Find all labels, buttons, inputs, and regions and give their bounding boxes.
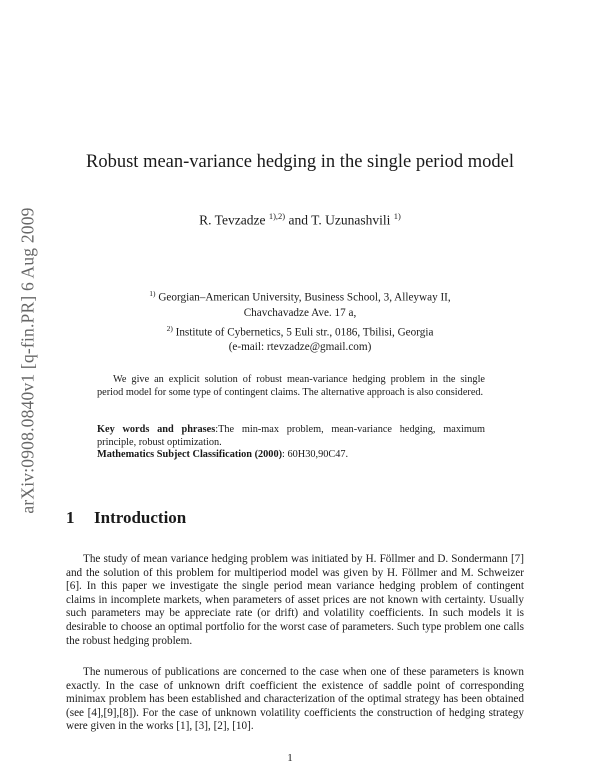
author-2-affiliation-mark: 1) — [393, 211, 401, 221]
affiliation-1-line-2: Chavchavadze Ave. 17 a, — [243, 306, 357, 319]
msc-text: : 60H30,90C47. — [282, 449, 349, 460]
section-title: Introduction — [94, 508, 187, 527]
contact-email: (e-mail: rtevzadze@gmail.com) — [228, 341, 372, 354]
author-1: R. Tevzadze — [199, 212, 266, 228]
affiliation-2-mark: 2) — [166, 323, 173, 333]
affiliation-2-text: Institute of Cybernetics, 5 Euli str., 0186, Tbilisi, Georgia — [175, 326, 434, 339]
arxiv-stamp-text: arXiv:0908.0840v1 [q-fin.PR] 6 Aug 2009 — [17, 206, 38, 514]
keywords — [97, 424, 485, 449]
arxiv-stamp — [8, 185, 48, 535]
abstract: We give an explicit solution of robust mean-variance hedging problem in the single period model for some type of contingent claims. The alternative approach is also considered. — [97, 374, 485, 398]
keywords-text: :The min-max problem, mean-variance hedging, maximum principle, robust optimization. — [97, 424, 486, 448]
author-2: T. Uzunashvili — [311, 212, 391, 228]
section-number: 1 — [66, 508, 75, 527]
page-number: 1 — [287, 752, 293, 764]
author-1-affiliation-mark: 1),2) — [268, 211, 286, 221]
keywords-label: Key words and phrases — [97, 424, 216, 435]
msc-classification — [97, 449, 485, 462]
author-conjunction: and — [288, 212, 308, 228]
section-heading — [66, 508, 186, 528]
paper-title: Robust mean-variance hedging in the single period model — [86, 152, 514, 172]
affiliation-2-line — [60, 321, 540, 341]
author-line — [60, 211, 540, 229]
affiliations — [60, 286, 540, 355]
affiliation-1-line-1 — [60, 286, 540, 306]
body-paragraph-1: The study of mean variance hedging problem was initiated by H. Föllmer and D. Sondermann [7] and the solution of this problem for multiperiod model was given by H. Föllmer and M. Schweizer [6]. In this paper we investigate the single period mean variance hedging problem of contingent claims in incomplete markets, when parameters of asset prices are not known with certainty. Usually such parameters may be appreciate rate (or drift) and volatility coefficients. In such models it is desirable to choose an optimal portfolio for the worst case of parameters. Such type problem one calls the robust hedging problem. — [66, 553, 524, 647]
body-paragraph-2: The numerous of publications are concerned to the case when one of these parameters is known exactly. In the case of unknown drift coefficient the existence of saddle point of corresponding minimax problem has been established and characterization of the optimal strategy has been obtained (see [4],[9],[8]). For the case of unknown volatility coefficients the construction of hedging strategy were given in the works [1], [3], [2], [10]. — [66, 666, 524, 733]
msc-label: Mathematics Subject Classification (2000) — [97, 449, 283, 460]
affiliation-1-mark: 1) — [149, 289, 156, 298]
affiliation-1-text: Georgian–American University, Business School, 3, Alleyway II, — [158, 291, 451, 304]
